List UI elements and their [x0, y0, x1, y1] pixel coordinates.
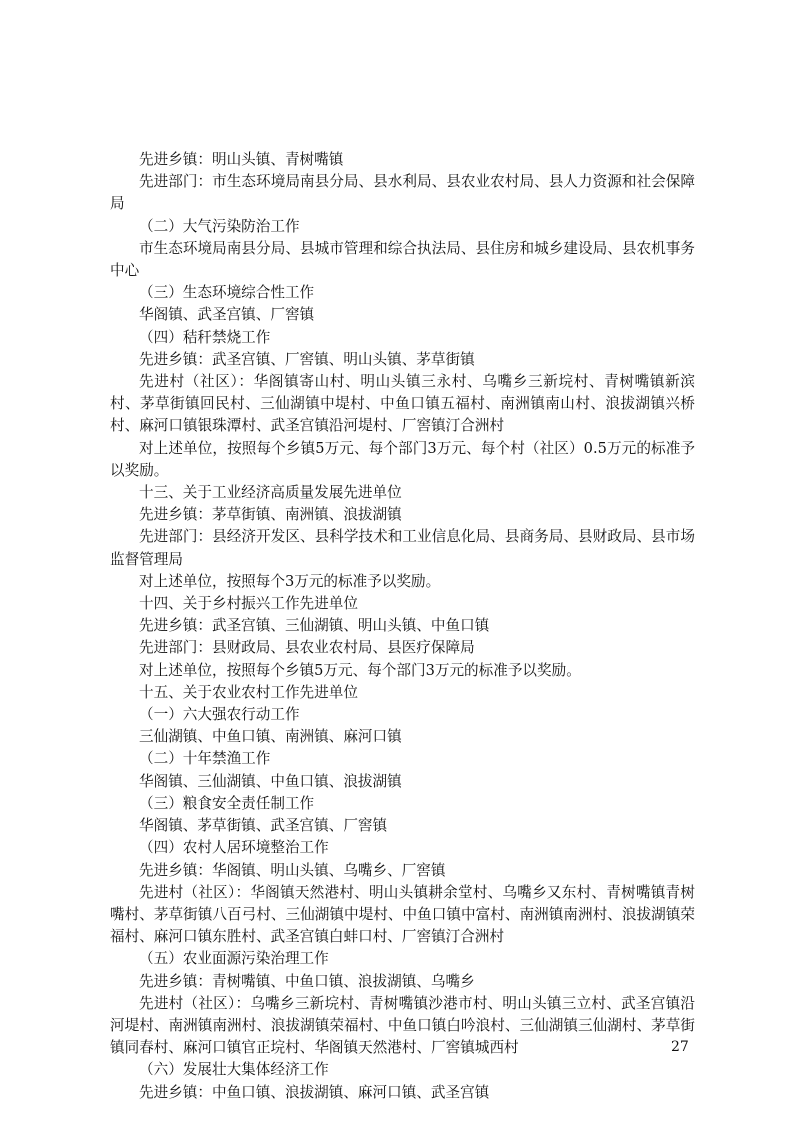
- paragraph: （五）农业面源污染治理工作: [139, 950, 329, 968]
- paragraph: 华阁镇、茅草街镇、武圣宫镇、厂窖镇: [139, 817, 388, 835]
- paragraph: 先进乡镇：武圣宫镇、厂窖镇、明山头镇、茅草街镇: [139, 350, 475, 368]
- paragraph: （二）大气污染防治工作: [139, 217, 300, 235]
- paragraph: （三）粮食安全责任制工作: [139, 794, 315, 812]
- paragraph: 十五、关于农业农村工作先进单位: [139, 683, 358, 701]
- paragraph: 先进部门：县经济开发区、县科学技术和工业信息化局、县商务局、县财政局、县市场监督管理局: [110, 528, 695, 568]
- page-number: 27: [671, 1039, 689, 1055]
- paragraph: 对上述单位，按照每个3万元的标准予以奖励。: [139, 572, 441, 590]
- paragraph: 对上述单位，按照每个乡镇5万元、每个部门3万元、每个村（社区）0.5万元的标准予以奖励。: [110, 439, 695, 479]
- paragraph: （二）十年禁渔工作: [139, 750, 271, 768]
- paragraph: 先进乡镇：青树嘴镇、中鱼口镇、浪拔湖镇、乌嘴乡: [139, 972, 475, 990]
- paragraph: 先进乡镇：中鱼口镇、浪拔湖镇、麻河口镇、武圣宫镇: [139, 1083, 490, 1101]
- paragraph: 十四、关于乡村振兴工作先进单位: [139, 595, 358, 613]
- paragraph: 先进乡镇：武圣宫镇、三仙湖镇、明山头镇、中鱼口镇: [139, 617, 490, 635]
- paragraph: 十三、关于工业经济高质量发展先进单位: [139, 484, 402, 502]
- paragraph: （四）秸秆禁烧工作: [139, 328, 271, 346]
- paragraph: 先进村（社区）：华阁镇天然港村、明山头镇耕余堂村、乌嘴乡又东村、青树嘴镇青树嘴村、茅草街镇八百弓村、三仙湖镇中堤村、中鱼口镇中富村、南洲镇南洲村、浪拔湖镇荣福村、麻河口镇东胜村、武圣宫镇白蚌口村、厂窖镇汀合洲村: [110, 883, 695, 946]
- paragraph: （四）农村人居环境整治工作: [139, 839, 329, 857]
- paragraph: （一）六大强农行动工作: [139, 706, 300, 724]
- paragraph: 先进乡镇：华阁镇、明山头镇、乌嘴乡、厂窖镇: [139, 861, 446, 879]
- paragraph: 市生态环境局南县分局、县城市管理和综合执法局、县住房和城乡建设局、县农机事务中心: [110, 239, 695, 280]
- paragraph: 华阁镇、武圣宫镇、厂窖镇: [139, 306, 315, 324]
- paragraph: 先进乡镇：明山头镇、青树嘴镇: [139, 151, 344, 168]
- paragraph: 先进村（社区）：华阁镇寄山村、明山头镇三永村、乌嘴乡三新垸村、青树嘴镇新滨村、茅草街镇回民村、三仙湖镇中堤村、中鱼口镇五福村、南洲镇南山村、浪拔湖镇兴桥村、麻河口镇银珠潭村、武圣宫镇沿河堤村、厂窖镇汀合洲村: [110, 373, 695, 435]
- paragraph: 先进乡镇：茅草街镇、南洲镇、浪拔湖镇: [139, 506, 402, 524]
- paragraph: 三仙湖镇、中鱼口镇、南洲镇、麻河口镇: [139, 728, 402, 746]
- paragraph: 对上述单位，按照每个乡镇5万元、每个部门3万元的标准予以奖励。: [139, 661, 581, 679]
- paragraph: （三）生态环境综合性工作: [139, 284, 315, 302]
- paragraph: 先进村（社区）：乌嘴乡三新垸村、青树嘴镇沙港市村、明山头镇三立村、武圣宫镇沿河堤村、南洲镇南洲村、浪拔湖镇荣福村、中鱼口镇白吟浪村、三仙湖镇三仙湖村、茅草街镇同春村、麻河口镇官正垸村、华阁镇天然港村、厂窖镇城西村: [110, 994, 695, 1057]
- paragraph: （六）发展壮大集体经济工作: [139, 1061, 329, 1079]
- paragraph: 华阁镇、三仙湖镇、中鱼口镇、浪拔湖镇: [139, 772, 402, 790]
- paragraph: 先进部门：县财政局、县农业农村局、县医疗保障局: [139, 639, 475, 657]
- paragraph: 先进部门：市生态环境局南县分局、县水利局、县农业农村局、县人力资源和社会保障局: [110, 173, 695, 213]
- document-body: [110, 149, 695, 1104]
